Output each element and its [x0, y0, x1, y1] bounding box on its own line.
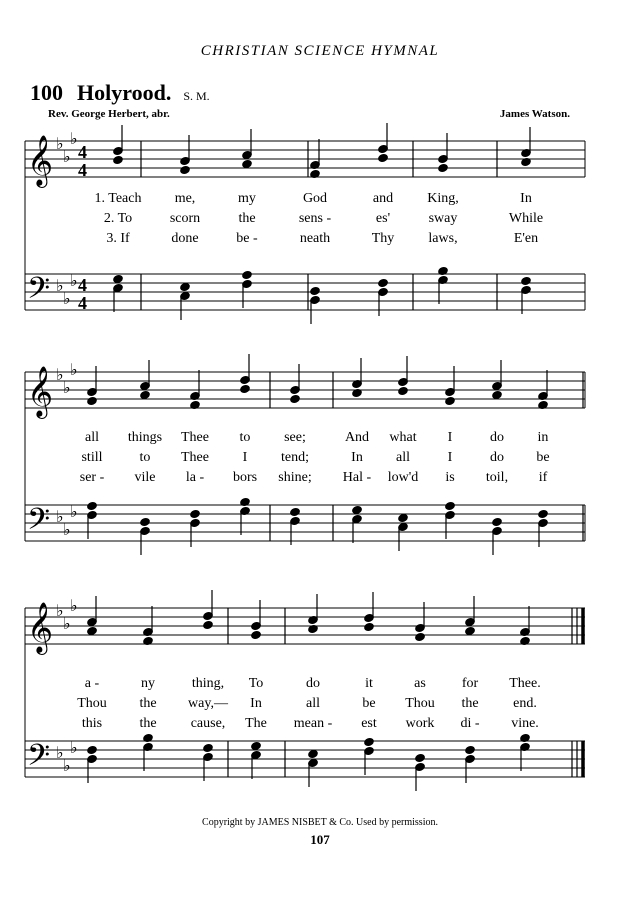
- bass-note-0-6-b: [520, 276, 532, 287]
- bass-note-2-8-b: [519, 733, 531, 744]
- treble-clef-2: 𝄞: [27, 602, 54, 653]
- lyric-s0-v0-6: In: [520, 191, 532, 206]
- lyric-s1-v1-2: Thee: [181, 450, 209, 465]
- treble-note-0-4-b: [377, 153, 389, 164]
- key-flat-treble-0-2: ♭: [70, 129, 78, 148]
- treble-note-0-3-b: [309, 169, 321, 180]
- lyric-s1-v0-4: see;: [284, 430, 306, 445]
- lyric-s0-v1-3: sens -: [298, 211, 332, 226]
- key-flat-bass-0-2: ♭: [70, 271, 78, 290]
- treble-note-1-5-b: [351, 388, 363, 399]
- lyric-s0-v0-1: me,: [174, 191, 196, 206]
- lyric-s1-v1-5: In: [351, 450, 363, 465]
- lyric-s1-v0-1: things: [127, 430, 163, 445]
- lyric-s2-v0-6: as: [414, 676, 426, 691]
- lyric-s1-v0-9: in: [537, 430, 549, 445]
- lyric-s2-v1-2: way,—: [188, 696, 228, 711]
- key-flat-bass-2-2: ♭: [70, 738, 78, 757]
- lyric-s1-v0-6: what: [389, 430, 417, 445]
- treble-note-1-9-b: [537, 400, 549, 411]
- key-flat-treble-1-0: ♭: [56, 365, 64, 384]
- lyric-s1-v0-0: all: [85, 430, 99, 445]
- key-flat-bass-2-1: ♭: [63, 756, 71, 775]
- key-flat-bass-1-0: ♭: [56, 507, 64, 526]
- lyric-s0-v1-0: 2. To: [103, 211, 133, 226]
- lyric-s1-v0-2: Thee: [181, 430, 209, 445]
- lyric-s1-v2-4: shine;: [278, 470, 312, 485]
- bass-clef-0: 𝄢: [27, 272, 51, 313]
- lyric-s0-v1-1: scorn: [169, 211, 201, 226]
- lyric-s1-v1-9: be: [536, 450, 550, 465]
- lyric-s0-v2-3: neath: [299, 231, 331, 246]
- bass-note-1-0-b: [86, 501, 98, 512]
- treble-note-2-4-b: [307, 624, 319, 635]
- lyric-s0-v1-4: es': [375, 211, 391, 226]
- hymn-number: 100: [30, 80, 63, 105]
- lyric-s0-v2-2: be -: [236, 231, 258, 246]
- hymn-tune-name: Holyrood.: [77, 80, 172, 105]
- lyric-s1-v1-1: to: [139, 450, 151, 465]
- lyric-s1-v2-7: is: [445, 470, 455, 485]
- lyric-s1-v0-3: to: [239, 430, 251, 445]
- lyric-s2-v2-2: cause,: [190, 716, 226, 731]
- lyric-s2-v1-8: end.: [513, 696, 537, 711]
- key-flat-bass-2-0: ♭: [56, 743, 64, 762]
- bass-note-1-1-b: [139, 517, 151, 528]
- bass-note-0-4-b: [377, 278, 389, 289]
- lyric-s2-v2-1: the: [139, 716, 157, 731]
- lyric-s1-v0-5: And: [344, 430, 370, 445]
- bass-note-2-2-b: [202, 743, 214, 754]
- time-sig-bottom-bass-0: 4: [78, 293, 87, 313]
- treble-note-1-4-b: [289, 394, 301, 405]
- lyric-s0-v0-0: 1. Teach: [94, 191, 142, 206]
- music-credit: James Watson.: [499, 108, 570, 120]
- bass-clef-2: 𝄢: [27, 739, 51, 780]
- lyric-s1-v1-4: tend;: [281, 450, 309, 465]
- bass-note-0-3-b: [309, 286, 321, 297]
- lyric-s0-v2-5: laws,: [428, 231, 458, 246]
- key-flat-bass-0-1: ♭: [63, 289, 71, 308]
- bass-note-1-8-b: [491, 517, 503, 528]
- bass-note-2-7-b: [464, 745, 476, 756]
- lyric-s0-v2-4: Thy: [371, 231, 395, 246]
- key-flat-bass-1-2: ♭: [70, 502, 78, 521]
- lyric-s1-v2-9: if: [538, 470, 548, 485]
- treble-note-0-5-b: [437, 163, 449, 174]
- lyric-s0-v1-2: the: [238, 211, 256, 226]
- lyric-s2-v0-1: ny: [141, 676, 155, 691]
- lyric-s2-v1-4: all: [306, 696, 320, 711]
- lyric-s2-v0-8: Thee.: [509, 676, 541, 691]
- lyric-s0-v1-5: sway: [428, 211, 458, 226]
- lyric-s2-v1-7: the: [461, 696, 479, 711]
- treble-clef-0: 𝄞: [27, 135, 54, 186]
- bass-note-1-3-b: [239, 497, 251, 508]
- lyric-s2-v2-0: this: [81, 716, 103, 731]
- key-flat-bass-1-1: ♭: [63, 520, 71, 539]
- treble-note-2-8-b: [519, 636, 531, 647]
- treble-note-2-2-b: [202, 620, 214, 631]
- lyric-s2-v2-6: work: [405, 716, 435, 731]
- lyric-s2-v2-7: di -: [460, 716, 480, 731]
- lyric-s1-v2-6: low'd: [387, 470, 419, 485]
- lyric-s1-v1-7: I: [447, 450, 453, 465]
- key-flat-treble-1-1: ♭: [63, 378, 71, 397]
- treble-note-2-5-b: [363, 622, 375, 633]
- time-sig-top-treble-0: 4: [78, 142, 87, 162]
- lyric-s0-v1-6: While: [508, 211, 544, 226]
- treble-note-2-6-b: [414, 632, 426, 643]
- bass-clef-1: 𝄢: [27, 503, 51, 544]
- treble-note-1-2-b: [189, 400, 201, 411]
- lyric-s1-v1-0: still: [81, 450, 103, 465]
- lyric-s0-v0-3: God: [302, 191, 328, 206]
- bass-note-0-2-b: [241, 270, 253, 281]
- treble-note-1-7-b: [444, 396, 456, 407]
- lyric-s2-v0-2: thing,: [191, 676, 225, 691]
- treble-note-0-6-b: [520, 157, 532, 168]
- lyric-s0-v2-0: 3. If: [106, 231, 130, 246]
- lyric-s1-v2-5: Hal -: [342, 470, 372, 485]
- lyric-s2-v0-4: do: [306, 676, 320, 691]
- bass-note-1-2-b: [189, 509, 201, 520]
- lyric-s2-v0-0: a -: [84, 676, 100, 691]
- page-number: 107: [310, 832, 330, 847]
- key-flat-treble-0-1: ♭: [63, 147, 71, 166]
- bass-note-2-6-b: [414, 753, 426, 764]
- lyric-s0-v0-5: King,: [427, 191, 459, 206]
- lyric-s1-v2-8: toil,: [485, 470, 509, 485]
- lyric-s0-v0-2: my: [238, 191, 256, 206]
- running-head: CHRISTIAN SCIENCE HYMNAL: [200, 43, 440, 59]
- lyric-s2-v2-5: est: [361, 716, 377, 731]
- lyric-s1-v1-6: all: [396, 450, 410, 465]
- treble-note-2-3-b: [250, 630, 262, 641]
- lyric-s1-v0-7: I: [447, 430, 453, 445]
- key-flat-treble-2-0: ♭: [56, 601, 64, 620]
- key-flat-treble-2-2: ♭: [70, 596, 78, 615]
- bass-note-2-5-b: [363, 737, 375, 748]
- lyric-s2-v2-3: The: [245, 716, 267, 731]
- copyright-notice: Copyright by JAMES NISBET & Co. Used by permission.: [202, 817, 438, 828]
- time-sig-bottom-treble-0: 4: [78, 160, 87, 180]
- lyric-s2-v2-4: mean -: [293, 716, 333, 731]
- lyric-s1-v2-3: bors: [232, 470, 258, 485]
- lyric-s1-v2-2: la -: [185, 470, 205, 485]
- lyric-s1-v2-0: ser -: [79, 470, 105, 485]
- lyric-s0-v2-1: done: [171, 231, 199, 246]
- lyric-s0-v0-4: and: [372, 191, 394, 206]
- treble-note-1-6-b: [397, 386, 409, 397]
- key-flat-treble-1-2: ♭: [70, 360, 78, 379]
- treble-note-2-1-b: [142, 636, 154, 647]
- lyric-s2-v1-5: be: [362, 696, 376, 711]
- time-sig-top-bass-0: 4: [78, 275, 87, 295]
- lyric-s1-v1-8: do: [490, 450, 504, 465]
- key-flat-bass-0-0: ♭: [56, 276, 64, 295]
- lyric-s2-v1-0: Thou: [77, 696, 107, 711]
- words-credit: Rev. George Herbert, abr.: [48, 108, 170, 120]
- lyric-s0-v2-6: E'en: [513, 231, 539, 246]
- key-flat-treble-0-0: ♭: [56, 134, 64, 153]
- lyric-s2-v0-5: it: [365, 676, 373, 691]
- lyric-s2-v1-1: the: [139, 696, 157, 711]
- bass-note-2-1-b: [142, 733, 154, 744]
- lyric-s2-v0-3: To: [248, 676, 264, 691]
- treble-note-0-0-b: [112, 155, 124, 166]
- bass-note-2-0-b: [86, 745, 98, 756]
- lyric-s2-v0-7: for: [461, 676, 479, 691]
- key-flat-treble-2-1: ♭: [63, 614, 71, 633]
- lyric-s1-v0-8: do: [490, 430, 504, 445]
- bass-note-1-9-b: [537, 509, 549, 520]
- lyric-s2-v1-6: Thou: [405, 696, 435, 711]
- treble-note-0-1-b: [179, 165, 191, 176]
- lyric-s1-v1-3: I: [242, 450, 248, 465]
- treble-note-1-3-b: [239, 384, 251, 395]
- treble-clef-1: 𝄞: [27, 366, 54, 417]
- lyric-s2-v1-3: In: [250, 696, 262, 711]
- bass-note-1-4-b: [289, 507, 301, 518]
- hymn-meter: S. M.: [183, 89, 210, 103]
- lyric-s2-v2-8: vine.: [511, 716, 539, 731]
- lyric-s1-v2-1: vile: [134, 470, 156, 485]
- bass-note-0-5-b: [437, 266, 449, 277]
- bass-note-1-7-b: [444, 501, 456, 512]
- treble-note-1-0-b: [86, 396, 98, 407]
